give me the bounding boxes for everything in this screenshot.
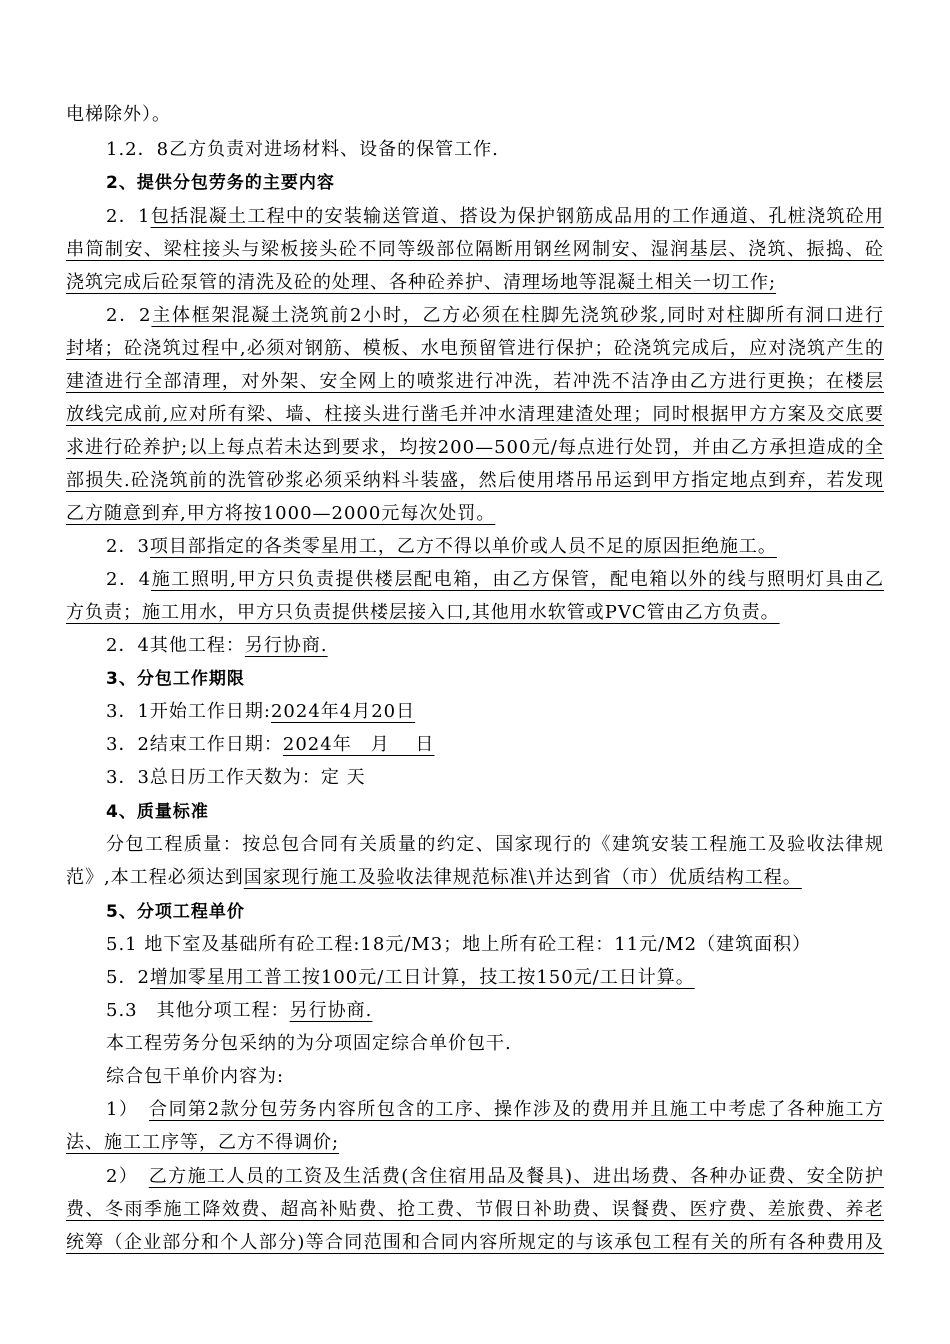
text-line xyxy=(66,1195,884,1225)
text-line xyxy=(106,996,884,1026)
text-line xyxy=(106,1029,884,1059)
plain-text: 2、提供分包劳务的主要内容 xyxy=(106,173,335,193)
underlined-text: 项目部指定的各类零星用工，乙方不得以单价或人员不足的原因拒绝施工。 xyxy=(149,536,777,557)
underlined-text: 国家现行施工及验收法律规范标准\并达到省（市）优质结构工程。 xyxy=(243,867,802,888)
underlined-text: 方负责；施工用水，甲方只负责提供楼层接入口,其他用水软管或PVC管由乙方负责。 xyxy=(66,602,780,623)
plain-text: 本工程劳务分包采纳的为分项固定综合单价包干. xyxy=(106,1033,512,1054)
text-line xyxy=(106,930,884,960)
underlined-text: 另行协商. xyxy=(244,635,328,656)
plain-text: 2．3 xyxy=(106,536,150,557)
text-line xyxy=(106,763,884,793)
text-line xyxy=(106,565,884,595)
plain-text: 3、分包工作期限 xyxy=(106,669,245,689)
underlined-text: 施工照明,甲方只负责提供楼层配电箱，由乙方保管，配电箱以外的线与照明灯具由乙 xyxy=(151,569,884,590)
text-line xyxy=(106,202,884,232)
text-line xyxy=(66,433,884,463)
section-heading xyxy=(106,168,884,198)
plain-text: 5.1 地下室及基础所有砼工程:18元/M3；地上所有砼工程：11元/M2（建筑面积） xyxy=(106,934,812,955)
text-line xyxy=(66,235,884,265)
text-line xyxy=(66,268,884,298)
underlined-text: 增加零星用工普工按100元/工日计算，技工按150元/工日计算。 xyxy=(149,967,695,988)
plain-text: 5．2 xyxy=(106,967,150,988)
text-line xyxy=(106,1162,884,1192)
text-line xyxy=(66,400,884,430)
text-line xyxy=(66,499,884,529)
underlined-text: 乙方施工人员的工资及生活费(含住宿用品及餐具)、进出场费、各种办证费、安全防护 xyxy=(148,1166,884,1187)
underlined-text: 浇筑完成后砼泵管的清洗及砼的处理、各种砼养护、清理场地等混凝土相关一切工作; xyxy=(66,272,777,293)
plain-text: 2．2 xyxy=(106,305,152,326)
text-line xyxy=(66,1228,884,1258)
plain-text: 2．4 xyxy=(106,569,152,590)
text-line xyxy=(106,1095,884,1125)
underlined-text: 2024年 月 日 xyxy=(282,734,435,755)
text-line xyxy=(106,730,884,760)
plain-text: 2．1 xyxy=(106,206,151,227)
section-heading xyxy=(106,664,884,694)
plain-text: 4、质量标准 xyxy=(106,802,209,822)
plain-text: 分包工程质量：按总包合同有关质量的约定、国家现行的《建筑安装工程施工及验收法律规 xyxy=(106,834,884,855)
underlined-text: 部损失.砼浇筑前的洗管砂浆必须采纳料斗装盛，然后使用塔吊吊运到甲方指定地点到弃，若发现 xyxy=(66,470,884,491)
underlined-text: 费、冬雨季施工降效费、超高补贴费、抢工费、节假日补助费、误餐费、医疗费、差旅费、养老 xyxy=(66,1199,884,1220)
plain-text: 1.2．8乙方负责对进场材料、设备的保管工作. xyxy=(106,139,499,160)
underlined-text: 放线完成前,应对所有梁、墙、柱接头进行凿毛并冲水清理建渣处理；同时根据甲方方案及交底要 xyxy=(66,404,884,425)
plain-text: 范》,本工程必须达到 xyxy=(66,867,244,888)
underlined-text: 法、施工工序等，乙方不得调价; xyxy=(66,1132,340,1153)
text-line xyxy=(106,1062,884,1092)
text-line xyxy=(66,100,884,130)
underlined-text: 建渣进行全部清理，对外架、安全网上的喷浆进行冲洗，若冲洗不洁净由乙方进行更换；在楼层 xyxy=(66,371,884,392)
underlined-text: 串筒制安、梁柱接头与梁板接头砼不同等级部位隔断用钢丝网制安、湿润基层、浇筑、振捣、砼 xyxy=(66,239,884,260)
text-line xyxy=(66,466,884,496)
text-line xyxy=(66,367,884,397)
underlined-text: 乙方随意到弃,甲方将按1000—2000元每次处罚。 xyxy=(66,503,496,524)
text-line xyxy=(66,334,884,364)
text-line xyxy=(106,631,884,661)
section-heading xyxy=(106,897,884,927)
text-line xyxy=(106,532,884,562)
text-line xyxy=(66,598,884,628)
text-line xyxy=(66,1128,884,1158)
text-line xyxy=(66,863,884,893)
plain-text: 综合包干单价内容为: xyxy=(106,1066,285,1087)
plain-text: 电梯除外）。 xyxy=(66,104,171,125)
underlined-text: 另行协商. xyxy=(289,1000,373,1021)
plain-text: 3．2结束工作日期： xyxy=(106,734,283,755)
underlined-text: 统筹（企业部分和个人部分)等合同范围和合同内容所规定的与该承包工程有关的所有各种费用及 xyxy=(66,1232,884,1253)
underlined-text: 封堵；砼浇筑过程中,必须对钢筋、模板、水电预留管进行保护；砼浇筑完成后，应对浇筑产生的 xyxy=(66,338,884,359)
text-line xyxy=(106,963,884,993)
text-line xyxy=(106,697,884,727)
plain-text: 5、分项工程单价 xyxy=(106,902,245,922)
underlined-text: 合同第2款分包劳务内容所包含的工序、操作涉及的费用并且施工中考虑了各种施工方 xyxy=(149,1099,885,1120)
plain-text: 2．4其他工程： xyxy=(106,635,245,656)
underlined-text: 2024年4月20日 xyxy=(270,701,416,722)
underlined-text: 求进行砼养护;以上每点若未达到要求，均按200—500元/每点进行处罚，并由乙方承担造成的全 xyxy=(66,437,884,458)
plain-text: 1） xyxy=(106,1099,150,1120)
plain-text: 2） xyxy=(106,1166,149,1187)
plain-text: 3．1开始工作日期: xyxy=(106,701,271,722)
plain-text: 5.3 其他分项工程： xyxy=(106,1000,290,1021)
section-heading xyxy=(106,797,884,827)
underlined-text: 包括混凝土工程中的安装输送管道、搭设为保护钢筋成品用的工作通道、孔桩浇筑砼用 xyxy=(150,206,885,227)
text-line xyxy=(106,830,884,860)
text-line xyxy=(106,135,884,165)
plain-text: 3．3总日历工作天数为：定 天 xyxy=(106,767,366,788)
text-line xyxy=(106,301,884,331)
underlined-text: 主体框架混凝土浇筑前2小时，乙方必须在柱脚先浇筑砂浆,同时对柱脚所有洞口进行 xyxy=(151,305,884,326)
